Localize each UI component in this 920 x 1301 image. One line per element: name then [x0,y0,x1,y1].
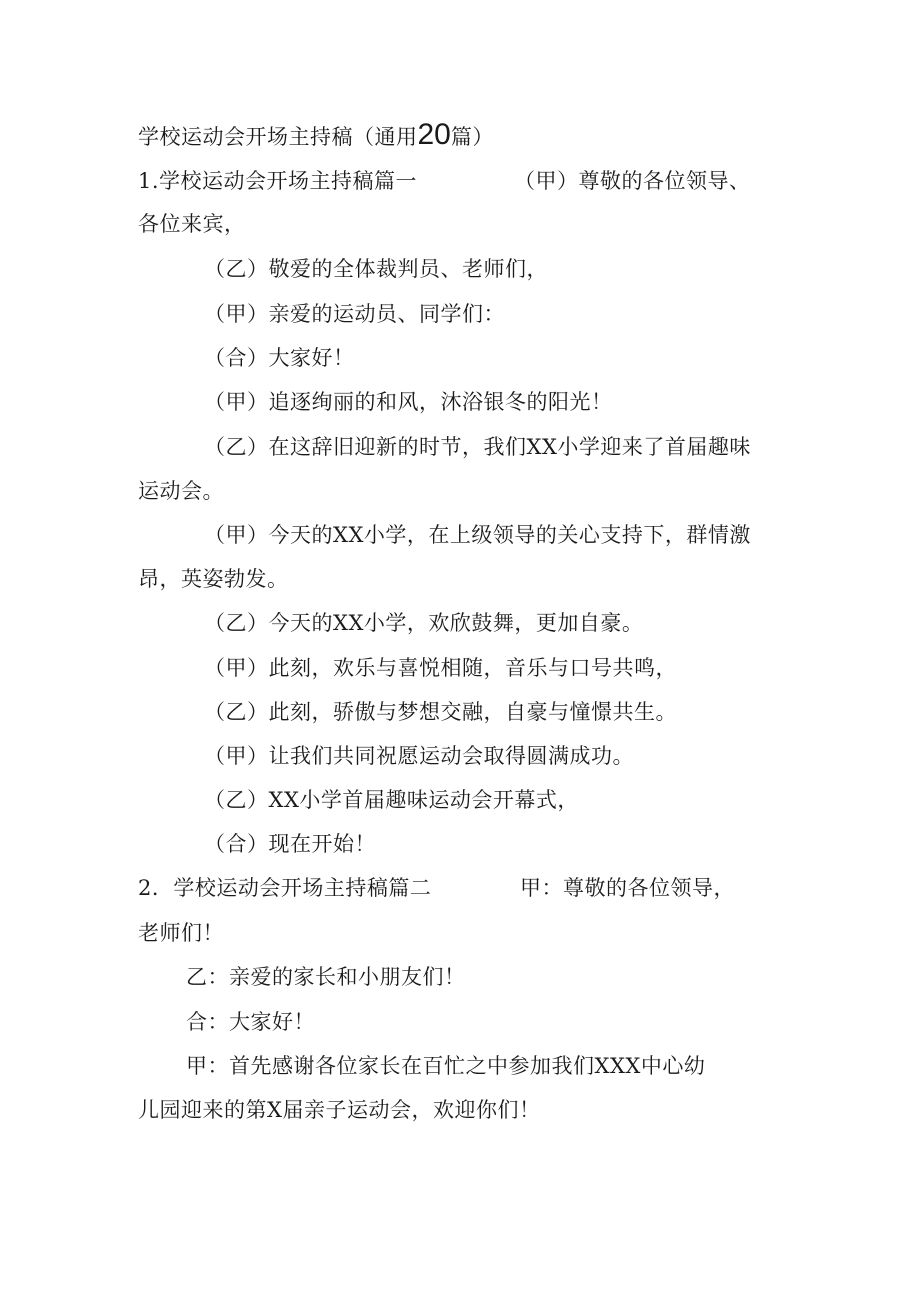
paragraph-line: 运动会。 [138,479,224,503]
title-number: 20 [417,118,451,151]
paragraph-line: （甲）追逐绚丽的和风，沐浴银冬的阳光！ [204,390,613,414]
paragraph-line: （甲）今天的XX小学，在上级领导的关心支持下，群情激 [204,523,751,547]
title-prefix: 学校运动会开场主持稿（通用 [138,125,418,149]
paragraph-line: （乙）此刻，骄傲与梦想交融，自豪与憧憬共生。 [204,700,677,724]
document-title [138,120,494,152]
section1-heading-line [138,166,417,196]
paragraph-line: （乙）在这辞旧迎新的时节，我们XX小学迎来了首届趣味 [204,435,751,459]
section2-heading-line [138,873,431,903]
section1-heading: 1.学校运动会开场主持稿篇一 [138,169,418,193]
section2-heading: 2．学校运动会开场主持稿篇二 [138,876,432,900]
paragraph-line: （甲）此刻，欢乐与喜悦相随，音乐与口号共鸣， [204,656,677,680]
paragraph-line: （乙）敬爱的全体裁判员、老师们， [204,257,548,281]
paragraph-line: （乙）XX小学首届趣味运动会开幕式， [204,788,579,812]
section1-first-line-wrap: 各位来宾， [138,212,246,236]
title-suffix: 篇） [450,125,494,149]
paragraph-line: （合）现在开始！ [204,832,376,856]
section2-first-line-wrap: 老师们！ [138,921,224,945]
paragraph-line: （甲）亲爱的运动员、同学们： [204,302,505,326]
section1-first-line-tail: （甲）尊敬的各位领导、 [514,169,751,193]
paragraph-line: 合：大家好！ [186,1010,315,1034]
paragraph-line: 昂，英姿勃发。 [138,567,289,591]
paragraph-line: 甲：首先感谢各位家长在百忙之中参加我们XXX中心幼 [186,1054,706,1078]
paragraph-line: 儿园迎来的第X届亲子运动会，欢迎你们！ [138,1098,541,1122]
section2-first-line-tail: 甲：尊敬的各位领导， [520,876,735,900]
paragraph-line: （乙）今天的XX小学，欢欣鼓舞，更加自豪。 [204,611,644,635]
paragraph-line: （合）大家好！ [204,346,355,370]
paragraph-line: （甲）让我们共同祝愿运动会取得圆满成功。 [204,744,634,768]
paragraph-line: 乙：亲爱的家长和小朋友们！ [186,965,466,989]
